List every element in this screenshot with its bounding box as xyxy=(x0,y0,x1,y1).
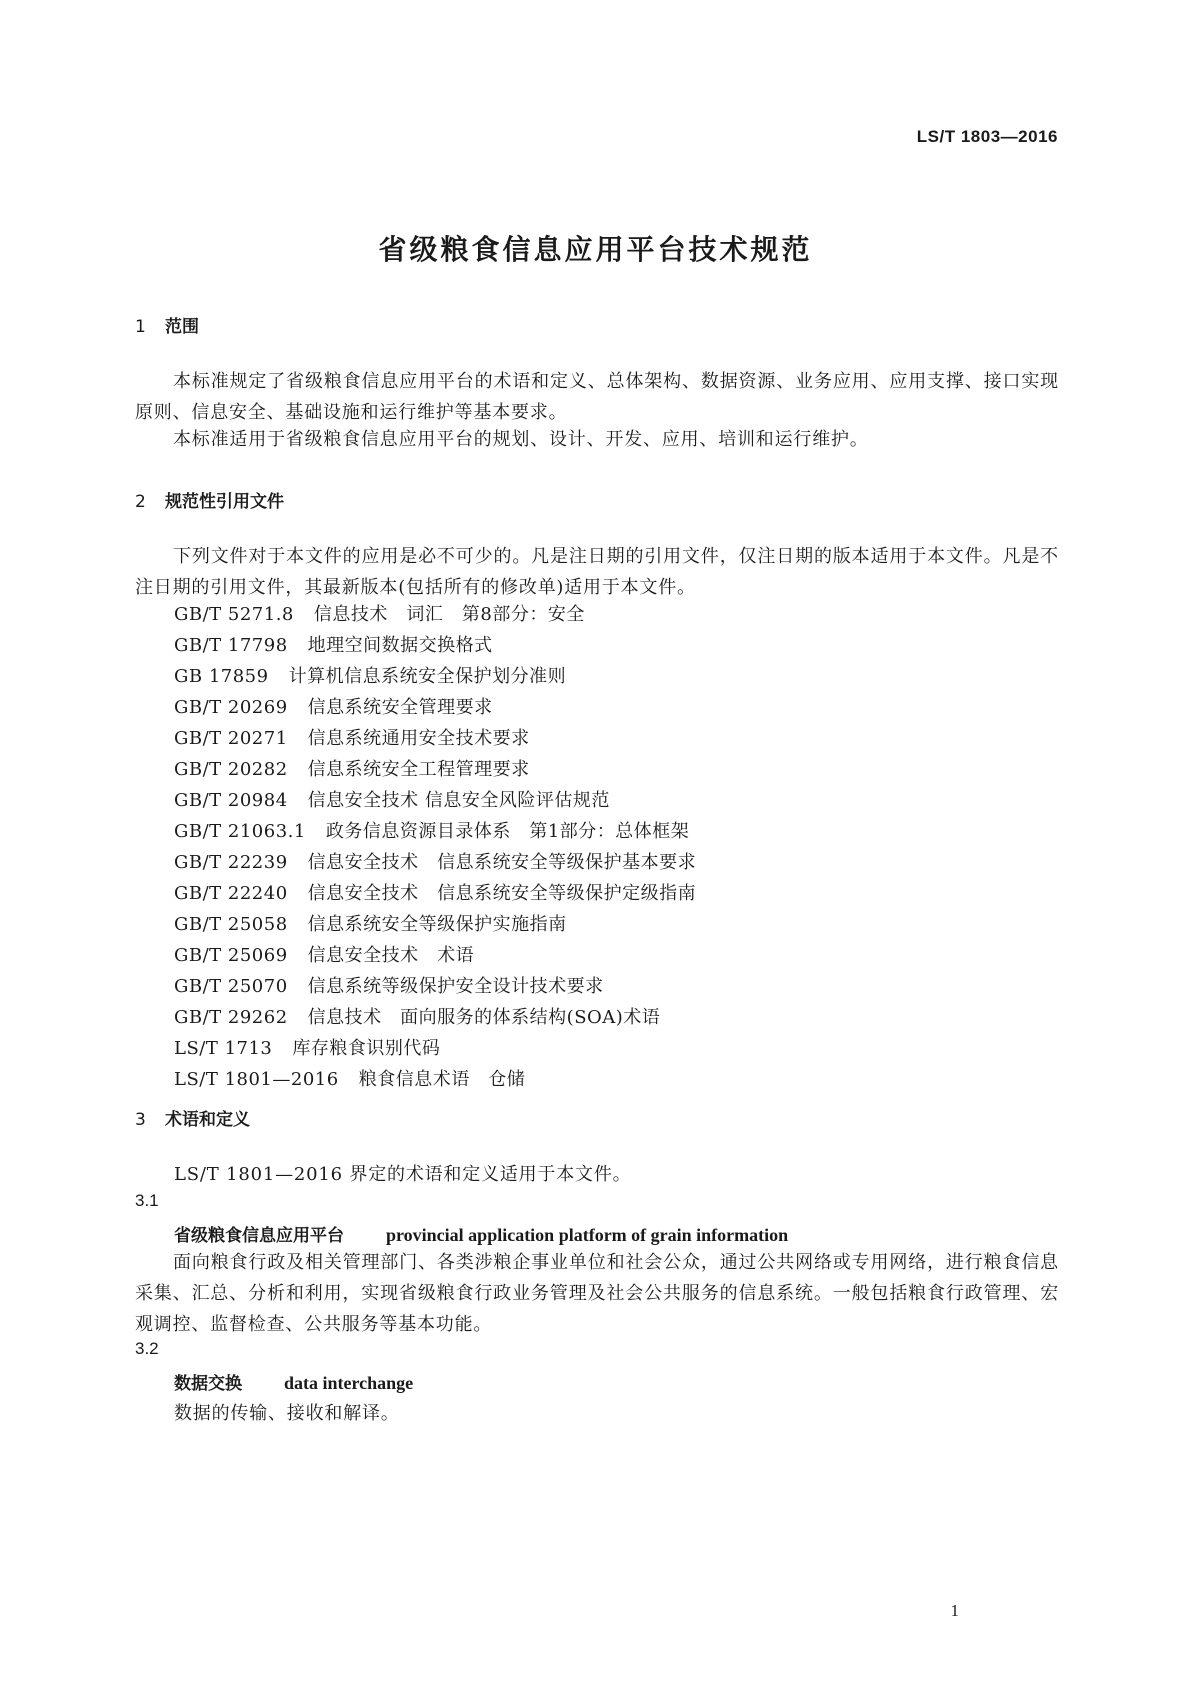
reference-item xyxy=(174,723,696,754)
reference-title: 信息系统通用安全技术要求 xyxy=(307,728,530,749)
reference-code: LS/T 1801—2016 xyxy=(174,1069,339,1090)
section-2-heading xyxy=(135,487,284,512)
reference-item xyxy=(174,630,696,661)
reference-title: 信息系统安全工程管理要求 xyxy=(307,759,530,780)
term-3-2-definition: 数据的传输、接收和解译。 xyxy=(174,1403,400,1424)
reference-code: GB/T 20269 xyxy=(174,697,288,718)
reference-code: GB/T 21063.1 xyxy=(174,821,306,842)
section-1-heading xyxy=(135,312,199,337)
reference-item xyxy=(174,661,696,692)
section-title: 术语和定义 xyxy=(165,1110,250,1130)
section-1-paragraph-1: 本标准规定了省级粮食信息应用平台的术语和定义、总体架构、数据资源、业务应用、应用支撑、接口实现原则、信息安全、基础设施和运行维护等基本要求。 xyxy=(135,371,1059,423)
reference-item xyxy=(174,878,696,909)
reference-title: 信息技术 词汇 第8部分：安全 xyxy=(313,604,585,625)
reference-title: 粮食信息术语 仓储 xyxy=(358,1069,526,1090)
reference-item xyxy=(174,754,696,785)
section-number: 2 xyxy=(135,492,146,512)
term-en: provincial application platform of grain information xyxy=(386,1225,789,1245)
reference-title: 信息安全技术 信息系统安全等级保护基本要求 xyxy=(307,852,697,873)
reference-title: 计算机信息系统安全保护划分准则 xyxy=(288,666,567,687)
reference-title: 政务信息资源目录体系 第1部分：总体框架 xyxy=(325,821,690,842)
reference-item xyxy=(174,599,696,630)
section-2-intro: 下列文件对于本文件的应用是必不可少的。凡是注日期的引用文件，仅注日期的版本适用于本文件。凡是不注日期的引用文件，其最新版本(包括所有的修改单)适用于本文件。 xyxy=(135,546,1059,598)
document-title: 省级粮食信息应用平台技术规范 xyxy=(378,233,813,266)
clause-3-1-number: 3.1 xyxy=(135,1191,159,1210)
reference-item xyxy=(174,692,696,723)
term-zh: 省级粮食信息应用平台 xyxy=(174,1226,344,1246)
standard-code: LS/T 1803—2016 xyxy=(916,127,1058,146)
reference-item xyxy=(174,847,696,878)
reference-code: LS/T 1713 xyxy=(174,1038,273,1059)
section-1-paragraph-2: 本标准适用于省级粮食信息应用平台的规划、设计、开发、应用、培训和运行维护。 xyxy=(173,429,869,450)
clause-3-2-number: 3.2 xyxy=(135,1339,159,1358)
reference-code: GB/T 20271 xyxy=(174,728,288,749)
reference-list xyxy=(174,599,696,1095)
reference-title: 信息安全技术 信息系统安全等级保护定级指南 xyxy=(307,883,697,904)
term-en: data interchange xyxy=(284,1373,414,1393)
section-3-heading xyxy=(135,1105,250,1130)
term-3-1-definition: 面向粮食行政及相关管理部门、各类涉粮企事业单位和社会公众，通过公共网络或专用网络，进行粮食信息采集、汇总、分析和利用，实现省级粮食行政业务管理及社会公共服务的信息系统。一般包括粮食行政管理、宏观调控、监督检查、公共服务等基本功能。 xyxy=(135,1252,1059,1335)
reference-item xyxy=(174,1002,696,1033)
reference-code: GB/T 25070 xyxy=(174,976,288,997)
reference-code: GB/T 17798 xyxy=(174,635,288,656)
reference-item xyxy=(174,785,696,816)
reference-code: GB/T 20282 xyxy=(174,759,288,780)
reference-code: GB 17859 xyxy=(174,666,269,687)
term-3-2 xyxy=(174,1369,413,1394)
reference-title: 地理空间数据交换格式 xyxy=(307,635,493,656)
term-zh: 数据交换 xyxy=(174,1374,242,1394)
reference-title: 信息技术 面向服务的体系结构(SOA)术语 xyxy=(307,1007,661,1028)
reference-title: 信息系统安全等级保护实施指南 xyxy=(307,914,567,935)
reference-title: 信息系统安全管理要求 xyxy=(307,697,493,718)
reference-title: 信息系统等级保护安全设计技术要求 xyxy=(307,976,604,997)
reference-code: GB/T 5271.8 xyxy=(174,604,294,625)
reference-code: GB/T 22240 xyxy=(174,883,288,904)
section-title: 范围 xyxy=(165,317,199,337)
reference-item xyxy=(174,816,696,847)
reference-item xyxy=(174,909,696,940)
section-title: 规范性引用文件 xyxy=(165,492,284,512)
reference-code: GB/T 25058 xyxy=(174,914,288,935)
reference-item xyxy=(174,1033,696,1064)
reference-code: GB/T 25069 xyxy=(174,945,288,966)
page-number: 1 xyxy=(950,1601,959,1620)
reference-code: GB/T 29262 xyxy=(174,1007,288,1028)
reference-item xyxy=(174,940,696,971)
reference-item xyxy=(174,971,696,1002)
reference-title: 库存粮食识别代码 xyxy=(292,1038,441,1059)
section-number: 1 xyxy=(135,317,146,337)
reference-code: GB/T 20984 xyxy=(174,790,288,811)
reference-title: 信息安全技术 信息安全风险评估规范 xyxy=(307,790,610,811)
reference-title: 信息安全技术 术语 xyxy=(307,945,475,966)
section-number: 3 xyxy=(135,1110,146,1130)
reference-code: GB/T 22239 xyxy=(174,852,288,873)
section-3-intro: LS/T 1801—2016 界定的术语和定义适用于本文件。 xyxy=(174,1164,632,1185)
reference-item xyxy=(174,1064,696,1095)
term-3-1 xyxy=(174,1221,788,1246)
